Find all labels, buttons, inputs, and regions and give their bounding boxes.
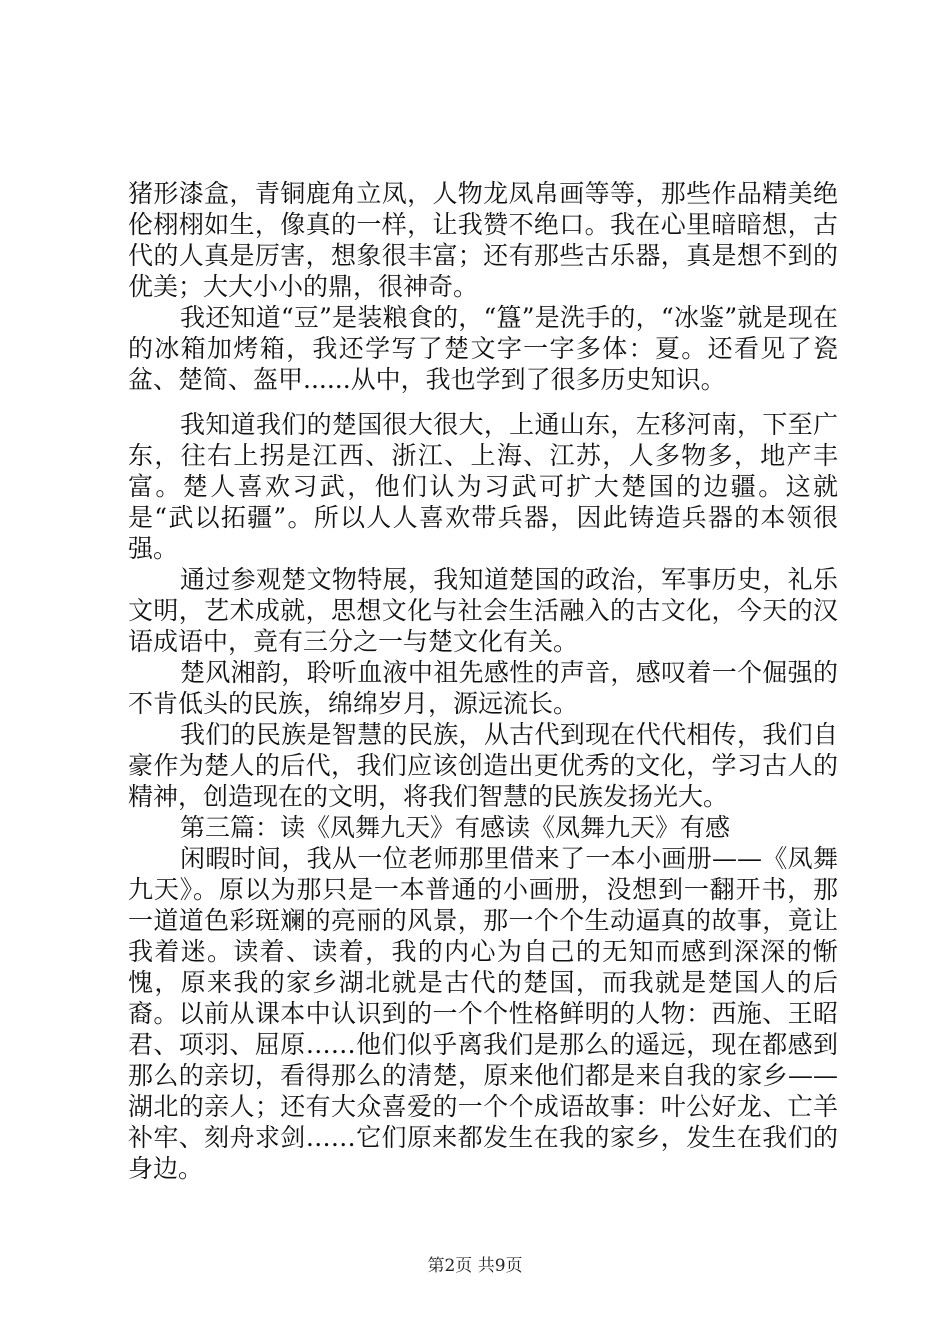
paragraph: 通过参观楚文物特展，我知道楚国的政治，军事历史，礼乐文明，艺术成就，思想文化与社会生活融入的古文化，今天的汉语成语中，竟有三分之一与楚文化有关。 — [128, 565, 838, 656]
document-body — [128, 178, 838, 1184]
paragraph: 我们的民族是智慧的民族，从古代到现在代代相传，我们自豪作为楚人的后代，我们应该创造出更优秀的文化，学习古人的精神，创造现在的文明，将我们智慧的民族发扬光大。 — [128, 720, 838, 811]
page-number-footer: 第2页 共9页 — [427, 1256, 523, 1276]
paragraph: 我还知道“豆”是装粮食的，“簋”是洗手的，“冰鉴”就是现在的冰箱加烤箱，我还学写了楚文字一字多体：夏。还看见了瓷盆、楚简、盔甲......从中，我也学到了很多历史知识。 — [128, 303, 838, 394]
paragraph: 猪形漆盒，青铜鹿角立凤，人物龙凤帛画等等，那些作品精美绝伦栩栩如生，像真的一样，让我赞不绝口。我在心里暗暗想，古代的人真是厉害，想象很丰富；还有那些古乐器，真是想不到的优美；大大小小的鼎，很神奇。 — [128, 179, 838, 301]
paragraph: 闲暇时间，我从一位老师那里借来了一本小画册——《凤舞九天》。原以为那只是一本普通的小画册，没想到一翻开书，那一道道色彩斑斓的亮丽的风景，那一个个生动逼真的故事，竟让我着迷。读着、读着，我的内心为自己的无知而感到深深的惭愧，原来我的家乡湖北就是古代的楚国，而我就是楚国人的后裔。以前从课本中认识到的一个个性格鲜明的人物：西施、王昭君、项羽、屈原……他们似乎离我们是那么的遥远，现在都感到那么的亲切，看得那么的清楚，原来他们都是来自我的家乡——湖北的亲人；还有大众喜爱的一个个成语故事：叶公好龙、亡羊补牢、刻舟求剑……它们原来都发生在我的家乡，发生在我们的身边。 — [128, 844, 838, 1183]
paragraph: 楚风湘韵，聆听血液中祖先感性的声音，感叹着一个倔强的不肯低头的民族，绵绵岁月，源远流长。 — [128, 658, 838, 718]
section-heading: 第三篇：读《凤舞九天》有感读《凤舞九天》有感 — [180, 813, 731, 842]
paragraph: 我知道我们的楚国很大很大，上通山东，左移河南，下至广东，往右上拐是江西、浙江、上海、江苏，人多物多，地产丰富。楚人喜欢习武，他们认为习武可扩大楚国的边疆。这就是“武以拓疆”。所以人人喜欢带兵器，因此铸造兵器的本领很强。 — [128, 410, 838, 563]
